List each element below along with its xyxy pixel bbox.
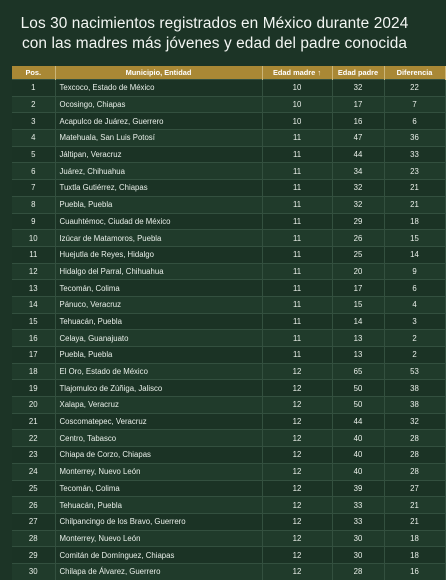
table-row — [12, 313, 445, 330]
table-row — [12, 113, 445, 130]
cell-edad-padre: 47 — [332, 130, 384, 147]
cell-edad-padre: 65 — [332, 363, 384, 380]
cell-edad-padre: 30 — [332, 530, 384, 547]
cell-pos: 26 — [12, 497, 55, 514]
header-municipio[interactable]: Municipio, Entidad — [55, 66, 262, 80]
header-edad-madre[interactable]: Edad madre ↑ — [262, 66, 332, 80]
table-row — [12, 480, 445, 497]
cell-edad-madre: 12 — [262, 413, 332, 430]
table-row — [12, 263, 445, 280]
cell-municipio: Texcoco, Estado de México — [55, 80, 262, 97]
cell-pos: 6 — [12, 163, 55, 180]
cell-edad-madre: 12 — [262, 497, 332, 514]
cell-edad-padre: 44 — [332, 413, 384, 430]
cell-diferencia: 3 — [384, 313, 445, 330]
table-row — [12, 413, 445, 430]
cell-edad-padre: 30 — [332, 547, 384, 564]
cell-edad-padre: 17 — [332, 96, 384, 113]
table-row — [12, 563, 445, 579]
cell-municipio: Monterrey, Nuevo León — [55, 463, 262, 480]
cell-pos: 9 — [12, 213, 55, 230]
cell-edad-padre: 39 — [332, 480, 384, 497]
cell-diferencia: 22 — [384, 80, 445, 97]
cell-municipio: Acapulco de Juárez, Guerrero — [55, 113, 262, 130]
cell-pos: 18 — [12, 363, 55, 380]
table-row — [12, 497, 445, 514]
table-row — [12, 347, 445, 364]
table-row — [12, 547, 445, 564]
cell-diferencia: 6 — [384, 280, 445, 297]
cell-edad-padre: 44 — [332, 146, 384, 163]
cell-diferencia: 18 — [384, 530, 445, 547]
cell-edad-padre: 40 — [332, 447, 384, 464]
cell-edad-madre: 11 — [262, 347, 332, 364]
cell-municipio: Izúcar de Matamoros, Puebla — [55, 230, 262, 247]
cell-municipio: Ocosingo, Chiapas — [55, 96, 262, 113]
cell-pos: 10 — [12, 230, 55, 247]
cell-municipio: Chiapa de Corzo, Chiapas — [55, 447, 262, 464]
cell-edad-madre: 11 — [262, 213, 332, 230]
cell-municipio: Tehuacán, Puebla — [55, 313, 262, 330]
cell-pos: 7 — [12, 180, 55, 197]
cell-diferencia: 2 — [384, 330, 445, 347]
table-row — [12, 363, 445, 380]
cell-diferencia: 53 — [384, 363, 445, 380]
cell-pos: 1 — [12, 80, 55, 97]
cell-diferencia: 21 — [384, 513, 445, 530]
cell-municipio: Huejutla de Reyes, Hidalgo — [55, 246, 262, 263]
cell-municipio: Hidalgo del Parral, Chihuahua — [55, 263, 262, 280]
cell-edad-padre: 32 — [332, 180, 384, 197]
cell-diferencia: 36 — [384, 130, 445, 147]
cell-pos: 13 — [12, 280, 55, 297]
cell-edad-padre: 50 — [332, 380, 384, 397]
cell-edad-padre: 16 — [332, 113, 384, 130]
cell-pos: 15 — [12, 313, 55, 330]
cell-edad-madre: 11 — [262, 180, 332, 197]
births-table — [12, 66, 446, 580]
table-row — [12, 513, 445, 530]
cell-municipio: Chilapa de Álvarez, Guerrero — [55, 563, 262, 579]
cell-edad-padre: 33 — [332, 497, 384, 514]
cell-diferencia: 38 — [384, 380, 445, 397]
cell-pos: 16 — [12, 330, 55, 347]
cell-municipio: Celaya, Guanajuato — [55, 330, 262, 347]
table-row — [12, 246, 445, 263]
cell-edad-madre: 12 — [262, 430, 332, 447]
cell-edad-madre: 11 — [262, 230, 332, 247]
cell-pos: 19 — [12, 380, 55, 397]
cell-diferencia: 16 — [384, 563, 445, 579]
cell-edad-padre: 13 — [332, 347, 384, 364]
table-row — [12, 430, 445, 447]
table-row — [12, 530, 445, 547]
cell-edad-madre: 12 — [262, 363, 332, 380]
cell-diferencia: 21 — [384, 497, 445, 514]
cell-pos: 17 — [12, 347, 55, 364]
cell-edad-padre: 28 — [332, 563, 384, 579]
table-row — [12, 230, 445, 247]
cell-pos: 28 — [12, 530, 55, 547]
table-row — [12, 130, 445, 147]
table-row — [12, 380, 445, 397]
cell-diferencia: 27 — [384, 480, 445, 497]
cell-edad-padre: 15 — [332, 296, 384, 313]
cell-edad-padre: 32 — [332, 80, 384, 97]
cell-edad-padre: 40 — [332, 463, 384, 480]
cell-pos: 21 — [12, 413, 55, 430]
cell-pos: 27 — [12, 513, 55, 530]
cell-edad-padre: 17 — [332, 280, 384, 297]
cell-diferencia: 21 — [384, 180, 445, 197]
cell-pos: 25 — [12, 480, 55, 497]
page-title — [0, 14, 429, 54]
table-body — [12, 80, 445, 580]
cell-pos: 11 — [12, 246, 55, 263]
cell-pos: 20 — [12, 397, 55, 414]
cell-edad-madre: 11 — [262, 196, 332, 213]
cell-edad-madre: 12 — [262, 447, 332, 464]
cell-diferencia: 4 — [384, 296, 445, 313]
cell-edad-madre: 10 — [262, 113, 332, 130]
cell-pos: 5 — [12, 146, 55, 163]
cell-municipio: Tecomán, Colima — [55, 280, 262, 297]
cell-edad-padre: 20 — [332, 263, 384, 280]
cell-municipio: Puebla, Puebla — [55, 196, 262, 213]
cell-municipio: Monterrey, Nuevo León — [55, 530, 262, 547]
cell-municipio: Matehuala, San Luis Potosí — [55, 130, 262, 147]
cell-municipio: Jáltipan, Veracruz — [55, 146, 262, 163]
header-diferencia[interactable]: Diferencia — [384, 66, 445, 80]
cell-municipio: Chilpancingo de los Bravo, Guerrero — [55, 513, 262, 530]
cell-municipio: Coscomatepec, Veracruz — [55, 413, 262, 430]
table-row — [12, 80, 445, 97]
cell-edad-padre: 34 — [332, 163, 384, 180]
cell-pos: 3 — [12, 113, 55, 130]
cell-edad-madre: 12 — [262, 480, 332, 497]
cell-edad-madre: 10 — [262, 80, 332, 97]
cell-edad-padre: 14 — [332, 313, 384, 330]
cell-edad-madre: 12 — [262, 380, 332, 397]
cell-edad-madre: 12 — [262, 397, 332, 414]
cell-edad-padre: 33 — [332, 513, 384, 530]
cell-municipio: Centro, Tabasco — [55, 430, 262, 447]
table-row — [12, 463, 445, 480]
cell-municipio: Tecomán, Colima — [55, 480, 262, 497]
table-row — [12, 213, 445, 230]
cell-diferencia: 28 — [384, 430, 445, 447]
cell-edad-padre: 32 — [332, 196, 384, 213]
cell-edad-padre: 29 — [332, 213, 384, 230]
cell-edad-madre: 11 — [262, 296, 332, 313]
cell-edad-madre: 11 — [262, 263, 332, 280]
cell-municipio: Puebla, Puebla — [55, 347, 262, 364]
cell-edad-madre: 11 — [262, 330, 332, 347]
cell-edad-madre: 11 — [262, 280, 332, 297]
cell-edad-madre: 10 — [262, 96, 332, 113]
cell-edad-madre: 12 — [262, 563, 332, 579]
cell-edad-padre: 25 — [332, 246, 384, 263]
table-row — [12, 196, 445, 213]
table-row — [12, 330, 445, 347]
header-edad-padre[interactable]: Edad padre — [332, 66, 384, 80]
cell-diferencia: 6 — [384, 113, 445, 130]
cell-municipio: Tuxtla Gutiérrez, Chiapas — [55, 180, 262, 197]
cell-edad-madre: 12 — [262, 530, 332, 547]
cell-edad-padre: 50 — [332, 397, 384, 414]
title-line-1: Los 30 nacimientos registrados en México durante 2024 — [20, 15, 409, 32]
cell-pos: 2 — [12, 96, 55, 113]
table-row — [12, 180, 445, 197]
cell-diferencia: 21 — [384, 196, 445, 213]
cell-pos: 8 — [12, 196, 55, 213]
cell-municipio: Comitán de Domínguez, Chiapas — [55, 547, 262, 564]
cell-edad-padre: 40 — [332, 430, 384, 447]
cell-diferencia: 7 — [384, 96, 445, 113]
cell-edad-madre: 12 — [262, 463, 332, 480]
cell-pos: 29 — [12, 547, 55, 564]
cell-diferencia: 28 — [384, 463, 445, 480]
cell-municipio: Juárez, Chihuahua — [55, 163, 262, 180]
cell-pos: 12 — [12, 263, 55, 280]
cell-municipio: Tlajomulco de Zúñiga, Jalisco — [55, 380, 262, 397]
title-line-2: con las madres más jóvenes y edad del padre conocida — [21, 35, 408, 52]
cell-diferencia: 38 — [384, 397, 445, 414]
cell-diferencia: 15 — [384, 230, 445, 247]
table-row — [12, 146, 445, 163]
table-container — [12, 66, 433, 577]
cell-diferencia: 33 — [384, 146, 445, 163]
cell-edad-madre: 12 — [262, 513, 332, 530]
header-pos[interactable]: Pos. — [12, 66, 55, 80]
cell-pos: 23 — [12, 447, 55, 464]
cell-pos: 30 — [12, 563, 55, 579]
cell-pos: 14 — [12, 296, 55, 313]
cell-diferencia: 28 — [384, 447, 445, 464]
cell-municipio: Pánuco, Veracruz — [55, 296, 262, 313]
cell-diferencia: 14 — [384, 246, 445, 263]
cell-diferencia: 23 — [384, 163, 445, 180]
cell-diferencia: 32 — [384, 413, 445, 430]
cell-edad-madre: 12 — [262, 547, 332, 564]
table-row — [12, 296, 445, 313]
cell-edad-madre: 11 — [262, 130, 332, 147]
table-row — [12, 96, 445, 113]
cell-municipio: El Oro, Estado de México — [55, 363, 262, 380]
cell-edad-padre: 26 — [332, 230, 384, 247]
cell-edad-padre: 13 — [332, 330, 384, 347]
table-row — [12, 163, 445, 180]
cell-pos: 4 — [12, 130, 55, 147]
cell-municipio: Cuauhtémoc, Ciudad de México — [55, 213, 262, 230]
cell-diferencia: 9 — [384, 263, 445, 280]
table-header-row — [12, 66, 445, 80]
cell-edad-madre: 11 — [262, 246, 332, 263]
cell-edad-madre: 11 — [262, 163, 332, 180]
cell-pos: 24 — [12, 463, 55, 480]
table-row — [12, 447, 445, 464]
cell-municipio: Tehuacán, Puebla — [55, 497, 262, 514]
table-row — [12, 397, 445, 414]
cell-pos: 22 — [12, 430, 55, 447]
cell-edad-madre: 11 — [262, 313, 332, 330]
cell-municipio: Xalapa, Veracruz — [55, 397, 262, 414]
cell-edad-madre: 11 — [262, 146, 332, 163]
cell-diferencia: 18 — [384, 547, 445, 564]
table-row — [12, 280, 445, 297]
cell-diferencia: 18 — [384, 213, 445, 230]
cell-diferencia: 2 — [384, 347, 445, 364]
